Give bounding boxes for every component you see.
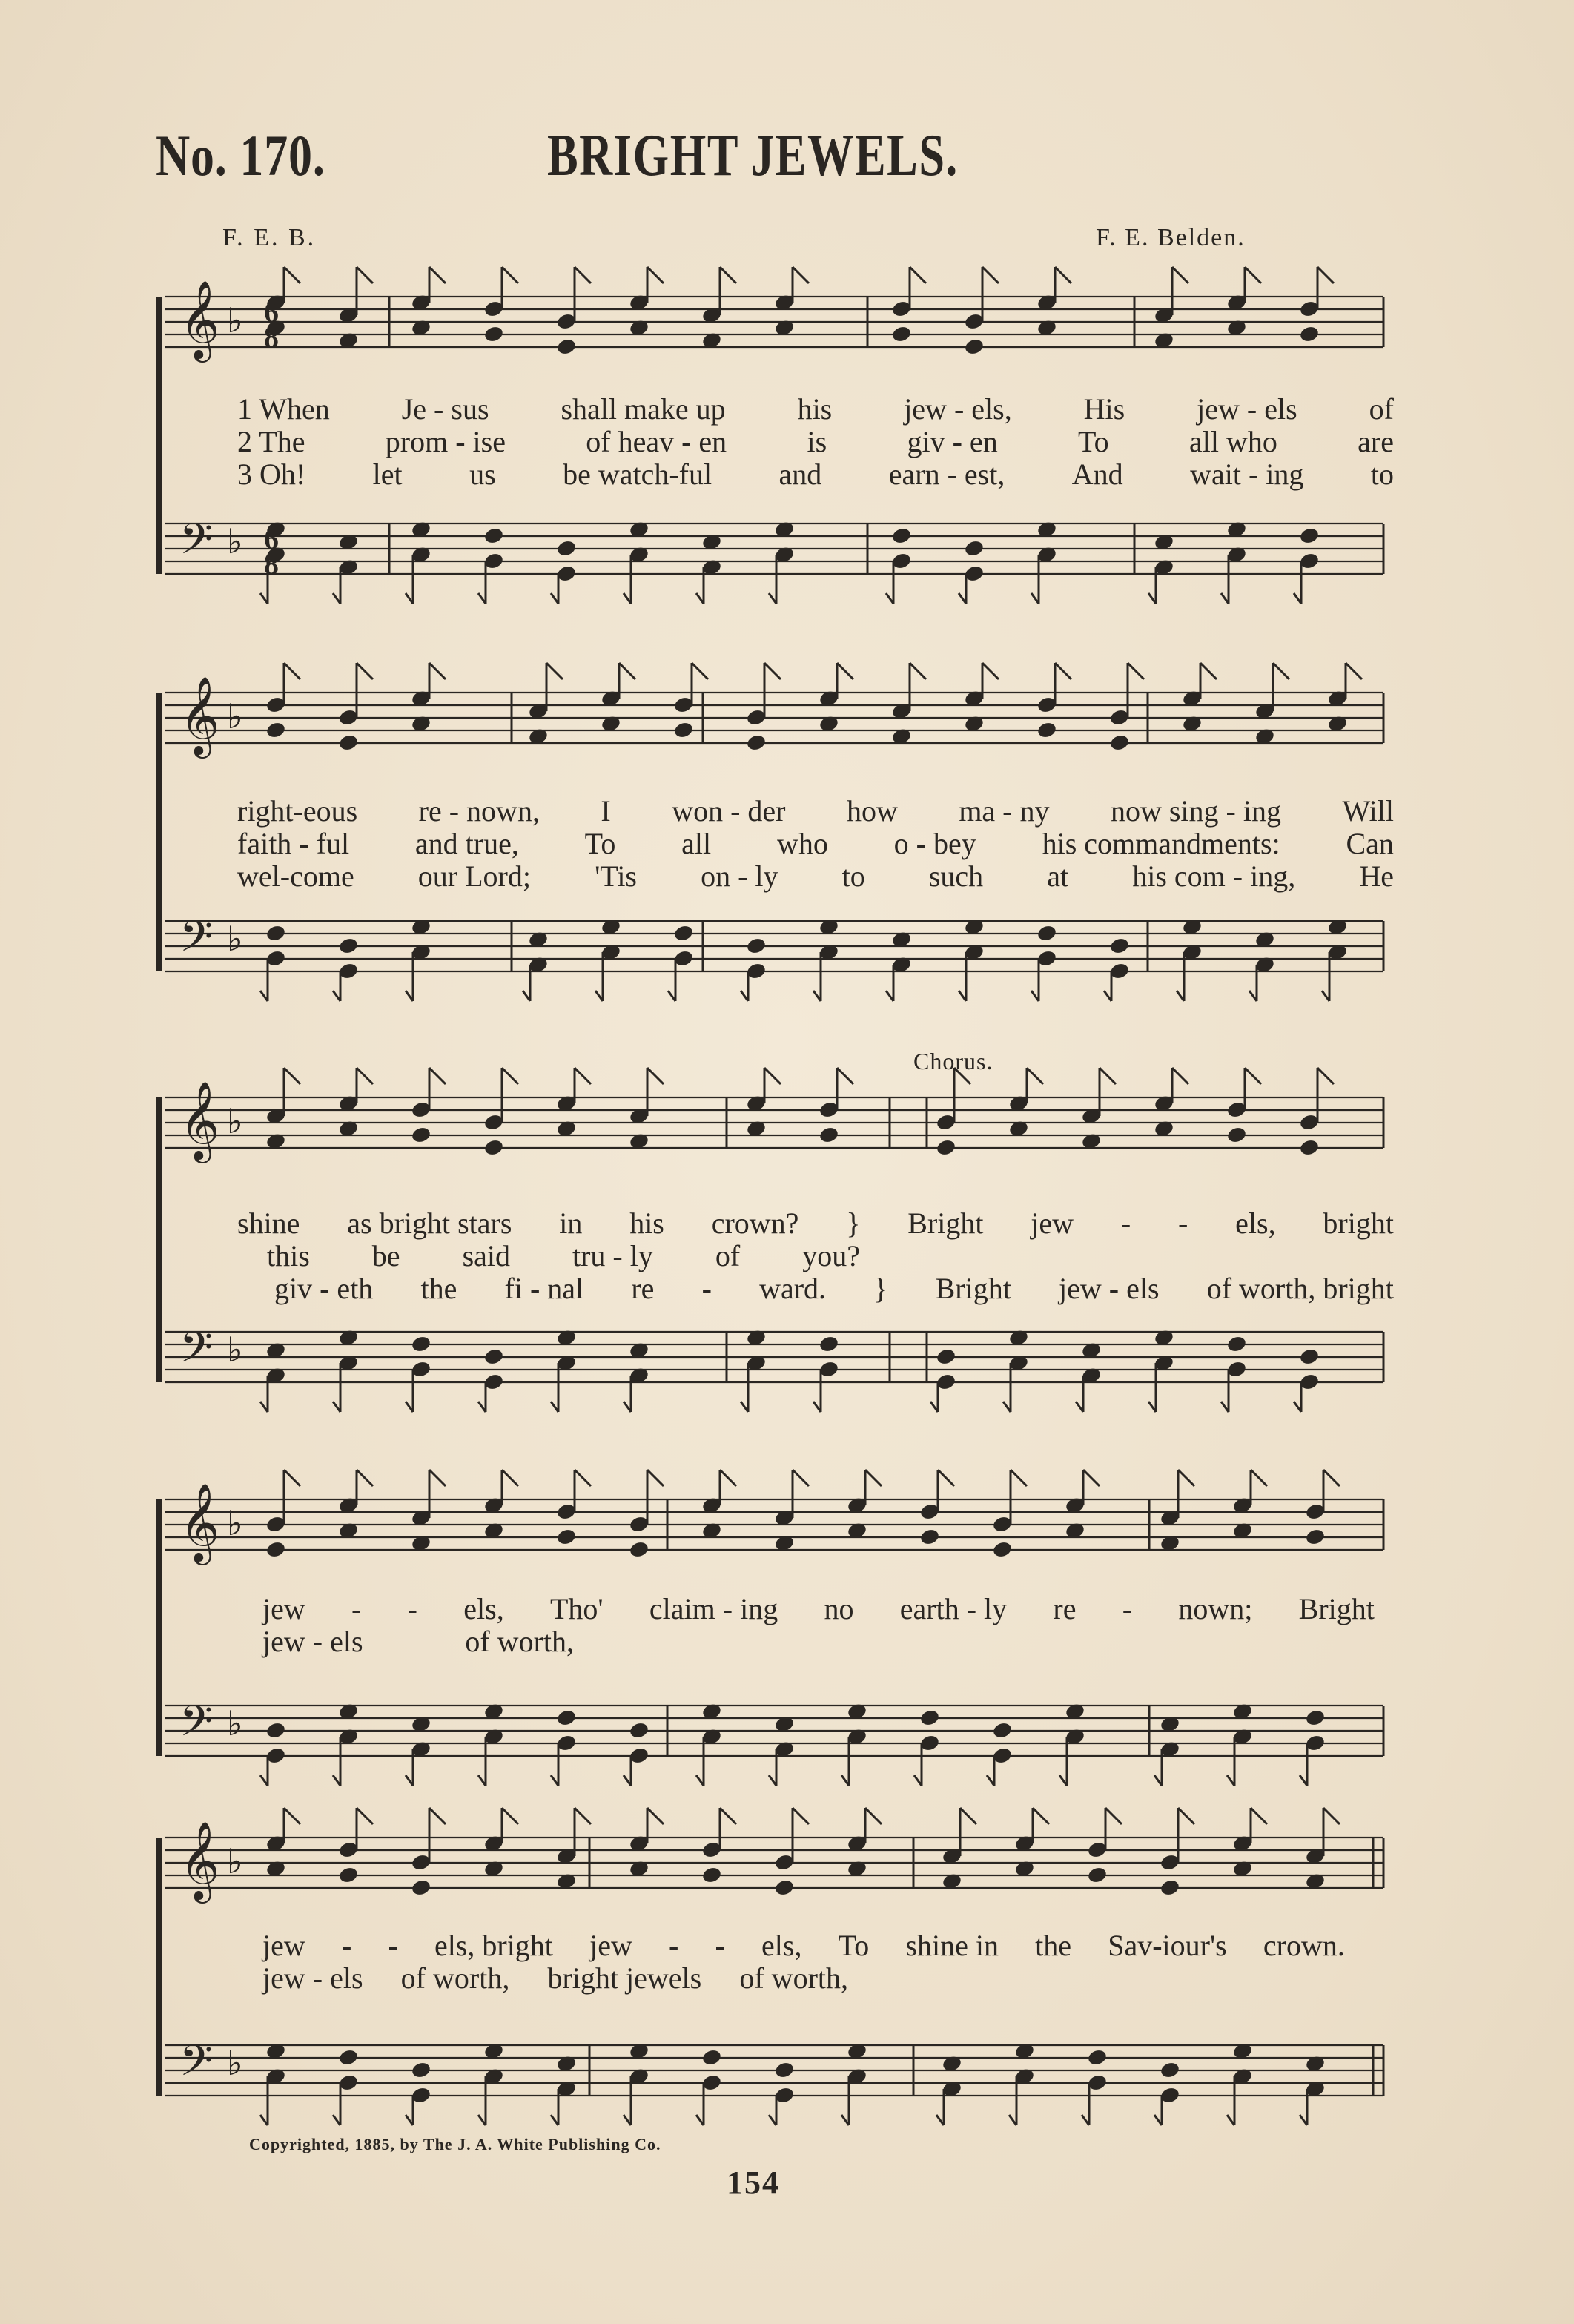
note-head <box>1226 1335 1248 1353</box>
lyric-syllable: - <box>341 1929 352 1962</box>
time-signature-digit: 8 <box>264 547 279 581</box>
note-head <box>483 325 505 343</box>
lyric-syllable: ma - ny <box>959 794 1050 828</box>
flat-key-signature-icon: ♭ <box>227 1841 243 1881</box>
note-head <box>556 1709 578 1727</box>
treble-clef-icon: 𝄞 <box>179 676 220 755</box>
lyric-syllable: jew - els <box>1059 1272 1160 1305</box>
note-head <box>701 1866 723 1884</box>
lyric-line-s4-v1 <box>262 1591 1375 1626</box>
bass-clef-icon: 𝄢 <box>179 1322 214 1383</box>
lyric-line-s1-v3 <box>237 457 1394 492</box>
note-head <box>819 1126 840 1144</box>
lyric-syllable: ward. <box>759 1272 827 1305</box>
lyric-syllable: bright <box>1323 1206 1394 1240</box>
lyric-syllable: wait - ing <box>1190 458 1304 491</box>
note-head <box>483 526 505 545</box>
lyric-syllable: now sing - ing <box>1110 794 1281 828</box>
lyric-syllable: his commandments: <box>1042 827 1280 860</box>
lyric-syllable: us <box>469 458 496 491</box>
note-head <box>556 539 578 558</box>
system-bracket <box>156 1838 162 2096</box>
note-head <box>629 1540 650 1559</box>
lyric-syllable: of worth, bright <box>1206 1272 1394 1305</box>
lyric-syllable: jew - els <box>1197 392 1297 426</box>
time-signature-digit: 6 <box>264 522 279 555</box>
lyric-syllable: - <box>701 1272 712 1305</box>
time-signature-digit: 8 <box>264 320 279 354</box>
note-head <box>1299 325 1320 343</box>
lyric-syllable: in <box>559 1206 583 1240</box>
treble-clef-icon: 𝄞 <box>179 1482 220 1562</box>
lyric-syllable: Can <box>1346 827 1394 860</box>
note-head <box>936 1138 957 1157</box>
note-head <box>964 539 985 558</box>
lyric-syllable: be <box>371 1239 400 1272</box>
lyric-syllable: } <box>873 1272 888 1305</box>
note-head <box>673 924 695 943</box>
flat-key-signature-icon: ♭ <box>227 1330 243 1370</box>
lyric-syllable: - <box>1178 1206 1188 1240</box>
lyric-syllable: no <box>824 1592 854 1625</box>
lyric-syllable: 3 Oh! <box>237 458 306 491</box>
note-head <box>338 733 360 752</box>
lyric-syllable: how <box>846 794 898 828</box>
lyric-line-s4-v2 <box>262 1624 574 1659</box>
lyric-syllable: as bright stars <box>347 1206 512 1240</box>
note-head <box>1160 2061 1181 2079</box>
lyric-syllable: - <box>351 1592 362 1625</box>
note-head <box>1299 526 1320 545</box>
note-head <box>1036 721 1058 739</box>
lyric-line-s2-v1 <box>237 793 1394 828</box>
lyric-syllable: tru - ly <box>572 1239 653 1272</box>
lyric-syllable: you? <box>802 1239 860 1272</box>
lyric-syllable: and <box>778 458 822 491</box>
bass-clef-icon: 𝄢 <box>179 1696 214 1757</box>
system-bracket <box>156 1499 162 1756</box>
lyric-syllable: 'Tis <box>595 859 637 893</box>
lyric-syllable: won - der <box>672 794 786 828</box>
lyric-syllable: jew - els <box>262 1625 363 1658</box>
note-head <box>819 1335 840 1353</box>
lyric-syllable: - <box>388 1929 398 1962</box>
lyric-line-s2-v3 <box>237 859 1394 894</box>
note-head <box>483 1138 505 1157</box>
bass-clef-icon: 𝄢 <box>179 911 214 972</box>
copyright-notice: Copyrighted, 1885, by The J. A. White Publishing Co. <box>249 2135 661 2153</box>
lyric-syllable: els, <box>463 1592 504 1625</box>
lyric-syllable: shall make up <box>561 392 726 426</box>
lyric-syllable: His <box>1083 392 1125 426</box>
lyric-syllable: - <box>715 1929 725 1962</box>
lyric-syllable: wel-come <box>237 859 354 893</box>
lyric-syllable: all <box>681 827 712 860</box>
note-head <box>338 2048 360 2067</box>
words-attribution: F. E. B. <box>222 224 317 251</box>
lyric-syllable: - <box>1122 1592 1133 1625</box>
note-head <box>1299 1138 1320 1157</box>
note-head <box>891 325 913 343</box>
note-head <box>1109 733 1131 752</box>
flat-key-signature-icon: ♭ <box>227 1703 243 1743</box>
lyric-syllable: of <box>1369 392 1394 426</box>
lyric-syllable: 1 When <box>237 392 330 426</box>
lyric-syllable: who <box>776 827 828 860</box>
lyric-line-s5-v1 <box>262 1928 1345 1963</box>
note-head <box>1087 2048 1108 2067</box>
lyric-syllable: this <box>267 1239 310 1272</box>
lyric-syllable: jew <box>262 1929 305 1962</box>
lyric-line-s3-v2 <box>267 1238 860 1273</box>
flat-key-signature-icon: ♭ <box>227 919 243 959</box>
note-head <box>629 1721 650 1740</box>
lyric-line-s3-v3 <box>274 1271 1394 1306</box>
note-head <box>992 1540 1013 1559</box>
lyric-syllable: o - bey <box>893 827 976 860</box>
note-head <box>338 937 360 955</box>
lyric-syllable: re <box>631 1272 655 1305</box>
lyric-line-s3-v1 <box>237 1206 1394 1241</box>
note-head <box>919 1528 941 1546</box>
lyric-syllable: such <box>928 859 984 893</box>
lyric-syllable: earn - est, <box>888 458 1005 491</box>
note-head <box>556 1528 578 1546</box>
flat-key-signature-icon: ♭ <box>227 1503 243 1543</box>
system-bracket <box>156 297 162 574</box>
lyric-syllable: giv - eth <box>274 1272 374 1305</box>
note-head <box>1160 1878 1181 1897</box>
lyric-syllable: to <box>1370 458 1394 491</box>
note-head <box>774 2061 796 2079</box>
note-head <box>411 2061 432 2079</box>
lyric-syllable: And <box>1071 458 1123 491</box>
note-head <box>746 733 767 752</box>
lyric-syllable: is <box>807 425 827 458</box>
note-head <box>483 1347 505 1366</box>
hymn-title: BRIGHT JEWELS. <box>547 123 959 188</box>
note-head <box>1305 1709 1326 1727</box>
note-head <box>919 1709 941 1727</box>
note-head <box>265 924 287 943</box>
page-number: 154 <box>727 2165 780 2201</box>
lyric-syllable: claim - ing <box>649 1592 778 1625</box>
note-head <box>265 1540 287 1559</box>
lyric-syllable: giv - en <box>907 425 998 458</box>
music-attribution: F. E. Belden. <box>1096 224 1246 251</box>
lyric-syllable: re - nown, <box>418 794 540 828</box>
lyric-syllable: To <box>1078 425 1109 458</box>
lyric-syllable: 2 The <box>237 425 305 458</box>
lyric-syllable: our Lord; <box>417 859 531 893</box>
time-signature-digit: 6 <box>264 295 279 329</box>
lyric-syllable: of worth, <box>739 1961 848 1995</box>
lyric-syllable: the <box>1035 1929 1072 1962</box>
lyric-syllable: jew <box>262 1592 305 1625</box>
lyric-syllable: - <box>1120 1206 1131 1240</box>
lyric-syllable: at <box>1047 859 1069 893</box>
lyric-syllable: of worth, <box>400 1961 510 1995</box>
lyric-syllable: let <box>372 458 403 491</box>
lyric-syllable: said <box>462 1239 510 1272</box>
lyric-syllable: bright jewels <box>547 1961 702 1995</box>
lyric-syllable: of <box>715 1239 741 1272</box>
flat-key-signature-icon: ♭ <box>227 696 243 736</box>
lyric-syllable: his <box>797 392 833 426</box>
lyric-syllable: Sav-iour's <box>1108 1929 1227 1962</box>
lyric-syllable: To <box>838 1929 870 1962</box>
lyric-syllable: crown? <box>711 1206 799 1240</box>
lyric-syllable: his com - ing, <box>1132 859 1296 893</box>
note-head <box>411 1335 432 1353</box>
bass-clef-icon: 𝄢 <box>179 2036 214 2096</box>
lyric-syllable: right-eous <box>237 794 358 828</box>
lyric-syllable: To <box>584 827 616 860</box>
lyric-syllable: shine <box>237 1206 300 1240</box>
lyric-syllable: Will <box>1342 794 1394 828</box>
note-head <box>1226 1126 1248 1144</box>
lyric-syllable: - <box>669 1929 679 1962</box>
lyric-syllable: jew <box>1031 1206 1074 1240</box>
lyric-syllable: earth - ly <box>899 1592 1008 1625</box>
lyric-syllable: jew - els, <box>904 392 1012 426</box>
note-head <box>701 2048 723 2067</box>
lyric-syllable: Bright <box>907 1206 984 1240</box>
note-head <box>1305 1528 1326 1546</box>
note-head <box>891 526 913 545</box>
lyric-syllable: and true, <box>414 827 519 860</box>
lyric-syllable: on - ly <box>701 859 778 893</box>
note-head <box>1087 1866 1108 1884</box>
note-head <box>746 937 767 955</box>
lyric-syllable: of heav - en <box>586 425 727 458</box>
system-bracket <box>156 693 162 971</box>
lyric-line-s1-v2 <box>237 424 1394 459</box>
lyric-syllable: els, <box>761 1929 802 1962</box>
lyric-syllable: all who <box>1188 425 1277 458</box>
flat-key-signature-icon: ♭ <box>227 2043 243 2083</box>
flat-key-signature-icon: ♭ <box>227 300 243 340</box>
lyric-syllable: prom - ise <box>385 425 506 458</box>
hymn-number: No. 170. <box>156 123 325 188</box>
lyric-syllable: re <box>1053 1592 1077 1625</box>
lyric-syllable: els, <box>1235 1206 1276 1240</box>
chorus-label: Chorus. <box>913 1048 993 1074</box>
note-head <box>411 1126 432 1144</box>
lyric-line-s2-v2 <box>237 826 1394 861</box>
lyric-syllable: of worth, <box>465 1625 574 1658</box>
note-head <box>265 721 287 739</box>
lyric-syllable: to <box>841 859 865 893</box>
lyric-syllable: He <box>1359 859 1394 893</box>
note-head <box>774 1878 796 1897</box>
note-head <box>1299 1347 1320 1366</box>
note-head <box>1036 924 1058 943</box>
lyric-syllable: Bright <box>1298 1592 1375 1625</box>
note-head <box>338 1866 360 1884</box>
lyric-line-s1-v1 <box>237 392 1394 426</box>
lyric-syllable: Je - sus <box>401 392 489 426</box>
treble-clef-icon: 𝄞 <box>179 1820 220 1900</box>
treble-clef-icon: 𝄞 <box>179 280 220 359</box>
system-bracket <box>156 1097 162 1382</box>
lyric-syllable: jew <box>589 1929 632 1962</box>
lyric-syllable: - <box>407 1592 417 1625</box>
lyric-syllable: Bright <box>935 1272 1011 1305</box>
lyric-syllable: the <box>420 1272 457 1305</box>
bass-clef-icon: 𝄢 <box>179 514 214 575</box>
lyric-syllable: els, bright <box>434 1929 553 1962</box>
lyric-syllable: crown. <box>1263 1929 1345 1962</box>
flat-key-signature-icon: ♭ <box>227 521 243 561</box>
lyric-syllable: fi - nal <box>504 1272 584 1305</box>
lyric-syllable: be watch-ful <box>563 458 712 491</box>
note-head <box>265 1721 287 1740</box>
note-head <box>936 1347 957 1366</box>
lyric-syllable: faith - ful <box>237 827 350 860</box>
note-head <box>673 721 695 739</box>
lyric-syllable: } <box>846 1206 861 1240</box>
lyric-syllable: Tho' <box>549 1592 604 1625</box>
note-head <box>1109 937 1131 955</box>
lyric-line-s5-v2 <box>262 1961 848 1995</box>
lyric-syllable: are <box>1358 425 1394 458</box>
lyric-syllable: nown; <box>1178 1592 1253 1625</box>
treble-clef-icon: 𝄞 <box>179 1080 220 1160</box>
lyric-syllable: jew - els <box>262 1961 363 1995</box>
note-head <box>556 337 578 356</box>
lyric-syllable: his <box>629 1206 664 1240</box>
lyric-syllable: I <box>601 794 611 828</box>
note-head <box>964 337 985 356</box>
note-head <box>411 1878 432 1897</box>
note-head <box>992 1721 1013 1740</box>
flat-key-signature-icon: ♭ <box>227 1101 243 1141</box>
lyric-syllable: shine in <box>905 1929 999 1962</box>
